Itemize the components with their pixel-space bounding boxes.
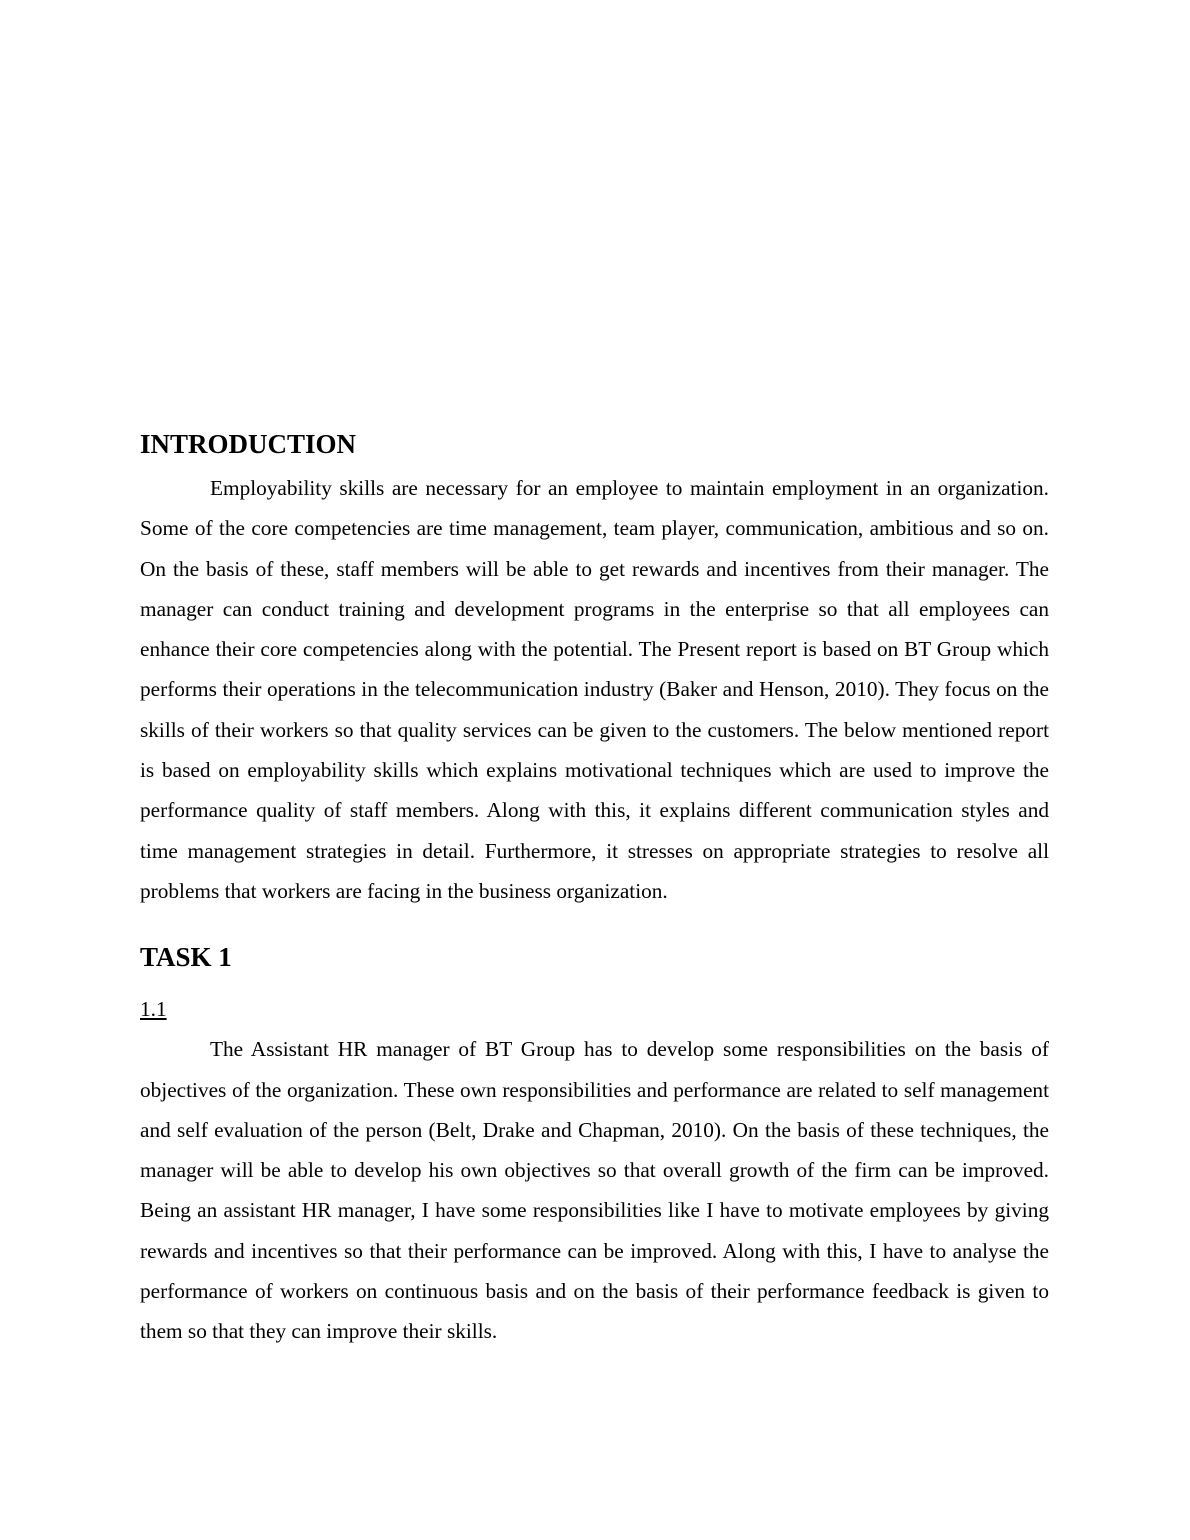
document-page: [140, 426, 1049, 1352]
subsection-1-1-label: 1.1: [140, 997, 167, 1022]
task-1-paragraph: The Assistant HR manager of BT Group has to develop some responsibilities on the basis of objectives of the organization. These own responsibilities and performance are related to self management and self evaluation of the person (Belt, Drake and Chapman, 2010). On the basis of these techniques, the manager will be able to develop his own objectives so that overall growth of the firm can be improved. Being an assistant HR manager, I have some responsibilities like I have to motivate employees by giving rewards and incentives so that their performance can be improved. Along with this, I have to analyse the performance of workers on continuous basis and on the basis of their performance feedback is given to them so that they can improve their skills.: [140, 1037, 1049, 1344]
task-1-heading: TASK 1: [140, 942, 232, 973]
introduction-paragraph: Employability skills are necessary for an employee to maintain employment in an organization. Some of the core competencies are time management, team player, communication, ambitious and so on. On the basis of these, staff members will be able to get rewards and incentives from their manager. The manager can conduct training and development programs in the enterprise so that all employees can enhance their core competencies along with the potential. The Present report is based on BT Group which performs their operations in the telecommunication industry (Baker and Henson, 2010). They focus on the skills of their workers so that quality services can be given to the customers. The below mentioned report is based on employability skills which explains motivational techniques which are used to improve the performance quality of staff members. Along with this, it explains different communication styles and time management strategies in detail. Furthermore, it stresses on appropriate strategies to resolve all problems that workers are facing in the business organization.: [140, 476, 1049, 903]
introduction-heading: INTRODUCTION: [140, 429, 357, 459]
